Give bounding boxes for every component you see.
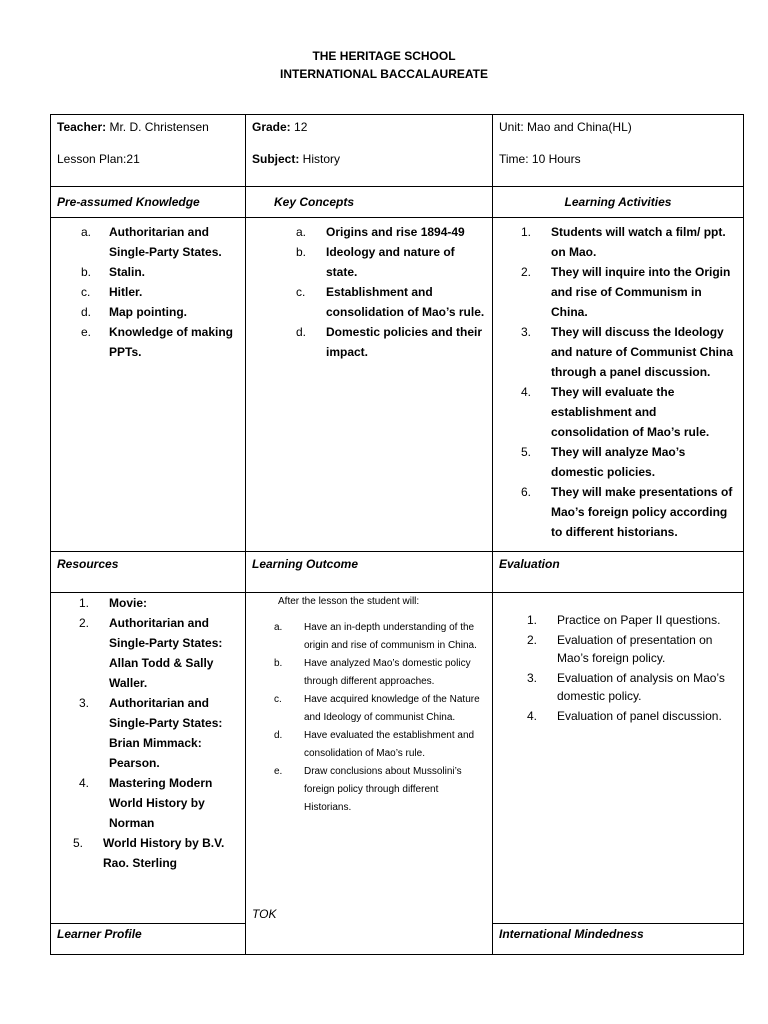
resource-item-marker: 1. bbox=[79, 596, 90, 610]
outcome-item-marker: e. bbox=[274, 766, 283, 777]
activity-item-text: They will make presentations of Mao’s foreign policy according to different historians. bbox=[551, 485, 733, 539]
activity-item-marker: 1. bbox=[521, 225, 532, 239]
knowledge-item bbox=[57, 282, 239, 302]
document-header bbox=[0, 47, 768, 83]
knowledge-item-text: Authoritarian and Single-Party States. bbox=[109, 225, 222, 259]
resource-item-marker: 3. bbox=[79, 696, 90, 710]
activity-item bbox=[499, 322, 737, 382]
activity-item-marker: 4. bbox=[521, 385, 532, 399]
concepts-heading: Key Concepts bbox=[274, 195, 355, 209]
outcome-item-marker: c. bbox=[274, 694, 282, 705]
resource-item bbox=[57, 693, 239, 773]
activities-cell bbox=[492, 217, 744, 552]
outcome-item-text: Have acquired knowledge of the Nature and Ideology of communist China. bbox=[304, 694, 480, 723]
evaluation-heading-cell bbox=[492, 551, 744, 593]
concept-item-text: Domestic policies and their impact. bbox=[326, 325, 483, 359]
activity-item bbox=[499, 382, 737, 442]
lesson-plan-label: Lesson Plan: bbox=[57, 152, 127, 166]
activity-item bbox=[499, 482, 737, 542]
activity-item-text: They will inquire into the Origin and rise of Communism in China. bbox=[551, 265, 731, 319]
tok-label: TOK bbox=[252, 907, 277, 921]
knowledge-item bbox=[57, 262, 239, 282]
learner-profile-cell bbox=[50, 923, 246, 955]
knowledge-heading-cell bbox=[50, 186, 246, 218]
knowledge-item bbox=[57, 222, 239, 262]
unit-cell bbox=[492, 114, 744, 187]
resource-item-marker: 5. bbox=[73, 836, 84, 850]
knowledge-item-text: Hitler. bbox=[109, 285, 143, 299]
concepts-heading-cell bbox=[245, 186, 493, 218]
outcome-item-text: Have analyzed Mao’s domestic policy through different approaches. bbox=[304, 658, 471, 687]
concept-item bbox=[252, 282, 486, 322]
knowledge-item-marker: c. bbox=[81, 285, 91, 299]
activity-item-marker: 3. bbox=[521, 325, 532, 339]
concept-item-marker: c. bbox=[296, 285, 306, 299]
activity-item-text: They will analyze Mao’s domestic policies. bbox=[551, 445, 686, 479]
resource-item bbox=[57, 773, 239, 833]
activities-heading-cell bbox=[492, 186, 744, 218]
concept-item bbox=[252, 242, 486, 282]
evaluation-list bbox=[499, 611, 737, 725]
subject-value: History bbox=[299, 152, 341, 166]
resource-item-text: Mastering Modern World History by Norman bbox=[109, 776, 213, 830]
resources-list bbox=[57, 593, 239, 873]
grade-cell bbox=[245, 114, 493, 187]
resource-item bbox=[57, 833, 239, 873]
outcome-item-text: Draw conclusions about Mussolini’s foreign policy through different Historians. bbox=[304, 766, 462, 813]
resources-heading: Resources bbox=[57, 557, 119, 571]
evaluation-item-marker: 1. bbox=[527, 613, 538, 627]
activity-item-marker: 5. bbox=[521, 445, 532, 459]
activity-item bbox=[499, 262, 737, 322]
knowledge-item-marker: e. bbox=[81, 325, 92, 339]
evaluation-item bbox=[499, 631, 737, 667]
knowledge-item bbox=[57, 322, 239, 362]
resources-heading-cell bbox=[50, 551, 246, 593]
concepts-list bbox=[252, 222, 486, 362]
knowledge-list bbox=[57, 222, 239, 362]
evaluation-item bbox=[499, 707, 737, 725]
evaluation-item bbox=[499, 611, 737, 629]
resource-item bbox=[57, 593, 239, 613]
evaluation-item-marker: 2. bbox=[527, 633, 538, 647]
resource-item bbox=[57, 613, 239, 693]
evaluation-cell bbox=[492, 592, 744, 924]
learner-profile-heading: Learner Profile bbox=[57, 927, 142, 941]
knowledge-item-marker: d. bbox=[81, 305, 92, 319]
grade-label: Grade: bbox=[252, 120, 291, 134]
outcome-item bbox=[252, 727, 486, 763]
evaluation-item-marker: 4. bbox=[527, 709, 538, 723]
concept-item-marker: a. bbox=[296, 225, 307, 239]
resource-item-text: Authoritarian and Single-Party States: Brian Mimmack: Pearson. bbox=[109, 696, 223, 770]
subject-label: Subject: bbox=[252, 152, 300, 166]
activity-item-text: They will discuss the Ideology and nature of Communist China through a panel discussion. bbox=[551, 325, 734, 379]
activity-item bbox=[499, 442, 737, 482]
time-value: 10 Hours bbox=[528, 152, 581, 166]
resource-item-text: Authoritarian and Single-Party States: Allan Todd & Sally Waller. bbox=[109, 616, 223, 690]
knowledge-cell bbox=[50, 217, 246, 552]
outcome-item bbox=[252, 655, 486, 691]
evaluation-heading: Evaluation bbox=[499, 557, 560, 571]
activity-item-text: Students will watch a film/ ppt. on Mao. bbox=[551, 225, 726, 259]
concept-item-marker: d. bbox=[296, 325, 307, 339]
evaluation-item-text: Evaluation of panel discussion. bbox=[557, 709, 722, 723]
knowledge-item-text: Knowledge of making PPTs. bbox=[109, 325, 234, 359]
outcome-item bbox=[252, 763, 486, 817]
teacher-value: Mr. D. Christensen bbox=[106, 120, 209, 134]
outcome-heading-cell bbox=[245, 551, 493, 593]
activities-list bbox=[499, 222, 737, 542]
unit-label: Unit: bbox=[499, 120, 524, 134]
knowledge-item-text: Map pointing. bbox=[109, 305, 187, 319]
time-label: Time: bbox=[499, 152, 529, 166]
concept-item-text: Origins and rise 1894-49 bbox=[326, 225, 465, 239]
resource-item-text: World History by B.V. Rao. Sterling bbox=[103, 836, 225, 870]
evaluation-item-text: Evaluation of analysis on Mao’s domestic policy. bbox=[557, 671, 725, 703]
outcome-item bbox=[252, 691, 486, 727]
concepts-cell bbox=[245, 217, 493, 552]
outcome-item-text: Have an in-depth understanding of the origin and rise of communism in China. bbox=[304, 622, 477, 651]
grade-value: 12 bbox=[290, 120, 308, 134]
outcome-heading: Learning Outcome bbox=[252, 557, 359, 571]
resource-item-marker: 4. bbox=[79, 776, 90, 790]
outcome-item-marker: d. bbox=[274, 730, 283, 741]
activities-heading: Learning Activities bbox=[564, 195, 672, 209]
outcome-item bbox=[252, 619, 486, 655]
evaluation-item-text: Practice on Paper II questions. bbox=[557, 613, 721, 627]
lesson-plan-value: 21 bbox=[126, 152, 140, 166]
activity-item-marker: 2. bbox=[521, 265, 532, 279]
teacher-label: Teacher: bbox=[57, 120, 107, 134]
knowledge-item-marker: a. bbox=[81, 225, 92, 239]
resources-cell bbox=[50, 592, 246, 924]
school-name: THE HERITAGE SCHOOL bbox=[312, 49, 456, 63]
teacher-cell bbox=[50, 114, 246, 187]
resource-item-text: Movie: bbox=[109, 596, 148, 610]
activity-item-marker: 6. bbox=[521, 485, 532, 499]
evaluation-item-marker: 3. bbox=[527, 671, 538, 685]
activity-item-text: They will evaluate the establishment and consolidation of Mao’s rule. bbox=[551, 385, 710, 439]
evaluation-item-text: Evaluation of presentation on Mao’s foreign policy. bbox=[557, 633, 713, 665]
knowledge-item-text: Stalin. bbox=[109, 265, 146, 279]
outcome-item-marker: b. bbox=[274, 658, 283, 669]
outcome-item-text: Have evaluated the establishment and consolidation of Mao’s rule. bbox=[304, 730, 475, 759]
outcome-intro: After the lesson the student will: bbox=[278, 596, 420, 607]
program-name: INTERNATIONAL BACCALAUREATE bbox=[280, 67, 488, 81]
outcome-item-marker: a. bbox=[274, 622, 283, 633]
concept-item-marker: b. bbox=[296, 245, 307, 259]
knowledge-item-marker: b. bbox=[81, 265, 92, 279]
concept-item bbox=[252, 222, 486, 242]
evaluation-item bbox=[499, 669, 737, 705]
outcome-list bbox=[252, 619, 486, 817]
concept-item bbox=[252, 322, 486, 362]
unit-value: Mao and China(HL) bbox=[523, 120, 632, 134]
concept-item-text: Establishment and consolidation of Mao’s rule. bbox=[326, 285, 485, 319]
resource-item-marker: 2. bbox=[79, 616, 90, 630]
intl-mindedness-heading: International Mindedness bbox=[499, 927, 644, 941]
concept-item-text: Ideology and nature of state. bbox=[326, 245, 455, 279]
intl-mindedness-cell bbox=[492, 923, 744, 955]
knowledge-heading: Pre-assumed Knowledge bbox=[57, 195, 200, 209]
activity-item bbox=[499, 222, 737, 262]
outcome-cell bbox=[245, 592, 493, 955]
knowledge-item bbox=[57, 302, 239, 322]
